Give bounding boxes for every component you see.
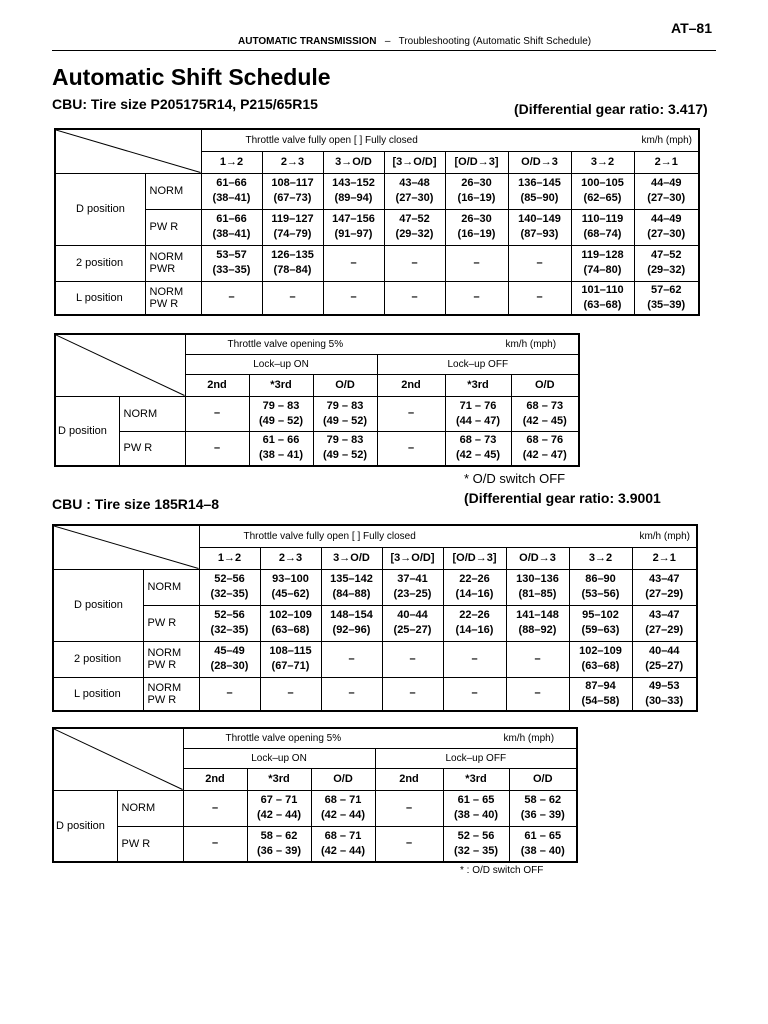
column-header: *3rd [249, 374, 313, 396]
unit-label: km/h (mph) [505, 338, 557, 350]
row-label-d: D position [55, 173, 145, 245]
value-cell: 40–44 (25–27) [632, 641, 697, 677]
value-cell: – [375, 790, 443, 826]
lockup-on-label: Lock–up ON [185, 354, 377, 374]
column-header: 2→3 [260, 547, 321, 569]
value-cell: 136–145 (85–90) [508, 173, 571, 209]
column-header: O/D [311, 768, 375, 790]
value-cell: 61–66 (38–41) [201, 209, 262, 245]
value-cell: 52–56 (32–35) [199, 605, 260, 641]
value-cell: 45–49 (28–30) [199, 641, 260, 677]
header-note: Throttle valve fully open [ ] Fully closed [245, 134, 418, 146]
value-cell: – [199, 677, 260, 711]
lockup-header-row [183, 728, 577, 748]
lockup-on-label: Lock–up ON [183, 748, 375, 768]
value-cell: 52 – 56 (32 – 35) [443, 826, 509, 862]
value-cell: 108–115 (67–71) [260, 641, 321, 677]
running-header [238, 36, 591, 47]
row-label-l: L position [55, 281, 145, 315]
column-header: O/D [509, 768, 577, 790]
value-cell: 143–152 (89–94) [323, 173, 384, 209]
column-header: 2nd [185, 374, 249, 396]
value-cell: 71 – 76 (44 – 47) [445, 396, 511, 431]
column-header: 1→2 [199, 547, 260, 569]
value-cell: 79 – 83 (49 – 52) [313, 431, 377, 466]
value-cell: – [382, 641, 443, 677]
mode-norm: NORM [119, 396, 185, 431]
column-header: 2→3 [262, 151, 323, 173]
block1-shift-table [54, 128, 700, 316]
value-cell: 100–105 (62–65) [571, 173, 634, 209]
corner-cell [53, 525, 199, 569]
mode-2-b: PWR [149, 263, 176, 275]
value-cell: 93–100 (45–62) [260, 569, 321, 605]
value-cell: 57–62 (35–39) [634, 281, 699, 315]
mode-2 [145, 245, 201, 281]
row-label-l: L position [53, 677, 143, 711]
column-header: *3rd [247, 768, 311, 790]
shift-header-row [201, 129, 699, 151]
column-header: 2nd [183, 768, 247, 790]
column-header: [O/D→3] [445, 151, 508, 173]
column-header: 3→O/D [321, 547, 382, 569]
lockup-header-row [185, 334, 579, 354]
unit-label: km/h (mph) [639, 530, 690, 542]
header-note: Throttle valve fully open [ ] Fully closed [243, 530, 416, 542]
mode-pwr: PW R [143, 605, 199, 641]
value-cell: 140–149 (87–93) [508, 209, 571, 245]
value-cell: – [323, 281, 384, 315]
value-cell: – [377, 431, 445, 466]
value-cell: – [443, 677, 506, 711]
header-note: Throttle valve opening 5% [225, 732, 342, 744]
value-cell: 43–48 (27–30) [384, 173, 445, 209]
mode-2 [143, 641, 199, 677]
row-label-d: D position [53, 569, 143, 641]
block2-gear-ratio: (Differential gear ratio: 3.9001 [464, 490, 661, 506]
value-cell: 141–148 (88–92) [506, 605, 569, 641]
value-cell: – [445, 281, 508, 315]
value-cell: 79 – 83 (49 – 52) [313, 396, 377, 431]
value-cell: 68 – 76 (42 – 47) [511, 431, 579, 466]
lockup-off-label: Lock–up OFF [377, 354, 579, 374]
value-cell: 119–127 (74–79) [262, 209, 323, 245]
mode-2-a: NORM [147, 647, 182, 659]
value-cell: – [445, 245, 508, 281]
value-cell: 22–26 (14–16) [443, 605, 506, 641]
value-cell: 95–102 (59–63) [569, 605, 632, 641]
corner-cell [55, 334, 185, 396]
block1-gear-ratio: (Differential gear ratio: 3.417) [514, 101, 708, 117]
value-cell: 68 – 71 (42 – 44) [311, 826, 375, 862]
value-cell: – [185, 431, 249, 466]
block2-shift-table [52, 524, 698, 712]
value-cell: – [382, 677, 443, 711]
row-label-2: 2 position [53, 641, 143, 677]
block2-heading: CBU : Tire size 185R14–8 [52, 496, 220, 512]
value-cell: 102–109 (63–68) [260, 605, 321, 641]
page-number: AT–81 [671, 20, 712, 36]
column-header: 2→1 [632, 547, 697, 569]
mode-pwr: PW R [117, 826, 183, 862]
value-cell: 148–154 (92–96) [321, 605, 382, 641]
value-cell: 37–41 (23–25) [382, 569, 443, 605]
value-cell: – [321, 677, 382, 711]
value-cell: 68 – 73 (42 – 45) [445, 431, 511, 466]
value-cell: – [508, 281, 571, 315]
mode-norm: NORM [117, 790, 183, 826]
column-header: *3rd [445, 374, 511, 396]
shift-header-row [199, 525, 697, 547]
value-cell: 119–128 (74–80) [571, 245, 634, 281]
value-cell: 61 – 66 (38 – 41) [249, 431, 313, 466]
value-cell: 58 – 62 (36 – 39) [247, 826, 311, 862]
column-header: O/D [511, 374, 579, 396]
value-cell: – [262, 281, 323, 315]
value-cell: 61–66 (38–41) [201, 173, 262, 209]
block1-footnote: * O/D switch OFF [464, 471, 566, 486]
value-cell: – [506, 677, 569, 711]
mode-pwr: PW R [145, 209, 201, 245]
mode-norm: NORM [145, 173, 201, 209]
column-header: [3→O/D] [382, 547, 443, 569]
mode-l-a: NORM [149, 285, 184, 298]
column-header: [O/D→3] [443, 547, 506, 569]
value-cell: 22–26 (14–16) [443, 569, 506, 605]
value-cell: 44–49 (27–30) [634, 209, 699, 245]
column-header: 3→2 [569, 547, 632, 569]
mode-2-b: PW R [147, 659, 177, 671]
column-header: O/D→3 [506, 547, 569, 569]
value-cell: 26–30 (16–19) [445, 209, 508, 245]
lockup-off-label: Lock–up OFF [375, 748, 577, 768]
column-header: *3rd [443, 768, 509, 790]
column-header: 3→O/D [323, 151, 384, 173]
row-label-d: D position [55, 396, 119, 466]
corner-cell [55, 129, 201, 173]
value-cell: – [506, 641, 569, 677]
value-cell: 108–117 (67–73) [262, 173, 323, 209]
value-cell: 147–156 (91–97) [323, 209, 384, 245]
value-cell: 52–56 (32–35) [199, 569, 260, 605]
value-cell: – [323, 245, 384, 281]
value-cell: 126–135 (78–84) [262, 245, 323, 281]
block1-heading: CBU: Tire size P205175R14, P215/65R15 [52, 96, 318, 112]
value-cell: – [260, 677, 321, 711]
column-header: O/D [313, 374, 377, 396]
value-cell: 40–44 (25–27) [382, 605, 443, 641]
value-cell: 110–119 (68–74) [571, 209, 634, 245]
value-cell: – [201, 281, 262, 315]
page-title: Automatic Shift Schedule [52, 64, 331, 90]
block1-lockup-table [54, 333, 580, 467]
value-cell: – [183, 826, 247, 862]
value-cell: 87–94 (54–58) [569, 677, 632, 711]
block2-lockup-table [52, 727, 578, 863]
value-cell: 26–30 (16–19) [445, 173, 508, 209]
value-cell: 86–90 (53–56) [569, 569, 632, 605]
value-cell: 43–47 (27–29) [632, 569, 697, 605]
mode-l-b: PW R [149, 297, 179, 310]
value-cell: – [321, 641, 382, 677]
mode-l [143, 677, 199, 711]
value-cell: 43–47 (27–29) [632, 605, 697, 641]
value-cell: 53–57 (33–35) [201, 245, 262, 281]
value-cell: 61 – 65 (38 – 40) [509, 826, 577, 862]
mode-norm: NORM [143, 569, 199, 605]
column-header: O/D→3 [508, 151, 571, 173]
mode-pwr: PW R [119, 431, 185, 466]
mode-l-b: PW R [147, 693, 177, 706]
value-cell: 68 – 71 (42 – 44) [311, 790, 375, 826]
unit-label: km/h (mph) [503, 732, 555, 744]
value-cell: – [183, 790, 247, 826]
value-cell: – [384, 245, 445, 281]
row-label-2: 2 position [55, 245, 145, 281]
value-cell: 67 – 71 (42 – 44) [247, 790, 311, 826]
mode-l-a: NORM [147, 681, 182, 694]
row-label-d: D position [53, 790, 117, 862]
column-header: 3→2 [571, 151, 634, 173]
column-header: 2nd [377, 374, 445, 396]
column-header: 1→2 [201, 151, 262, 173]
header-section: AUTOMATIC TRANSMISSION [238, 36, 377, 47]
corner-cell [53, 728, 183, 790]
value-cell: 49–53 (30–33) [632, 677, 697, 711]
value-cell: 44–49 (27–30) [634, 173, 699, 209]
value-cell: – [508, 245, 571, 281]
value-cell: 47–52 (29–32) [634, 245, 699, 281]
column-header: 2nd [375, 768, 443, 790]
value-cell: 135–142 (84–88) [321, 569, 382, 605]
header-dash: – [384, 36, 391, 47]
column-header: [3→O/D] [384, 151, 445, 173]
mode-l [145, 281, 201, 315]
value-cell: 79 – 83 (49 – 52) [249, 396, 313, 431]
block2-footnote: * : O/D switch OFF [460, 865, 544, 876]
value-cell: – [377, 396, 445, 431]
value-cell: – [443, 641, 506, 677]
value-cell: 61 – 65 (38 – 40) [443, 790, 509, 826]
mode-2-a: NORM [149, 251, 184, 263]
header-rule [52, 50, 716, 51]
value-cell: 47–52 (29–32) [384, 209, 445, 245]
value-cell: – [375, 826, 443, 862]
value-cell: 68 – 73 (42 – 45) [511, 396, 579, 431]
value-cell: 130–136 (81–85) [506, 569, 569, 605]
header-note: Throttle valve opening 5% [227, 338, 344, 350]
unit-label: km/h (mph) [641, 134, 692, 146]
column-header: 2→1 [634, 151, 699, 173]
value-cell: 58 – 62 (36 – 39) [509, 790, 577, 826]
value-cell: – [185, 396, 249, 431]
value-cell: 102–109 (63–68) [569, 641, 632, 677]
value-cell: 101–110 (63–68) [571, 281, 634, 315]
header-subsection: Troubleshooting (Automatic Shift Schedule) [398, 36, 592, 47]
value-cell: – [384, 281, 445, 315]
